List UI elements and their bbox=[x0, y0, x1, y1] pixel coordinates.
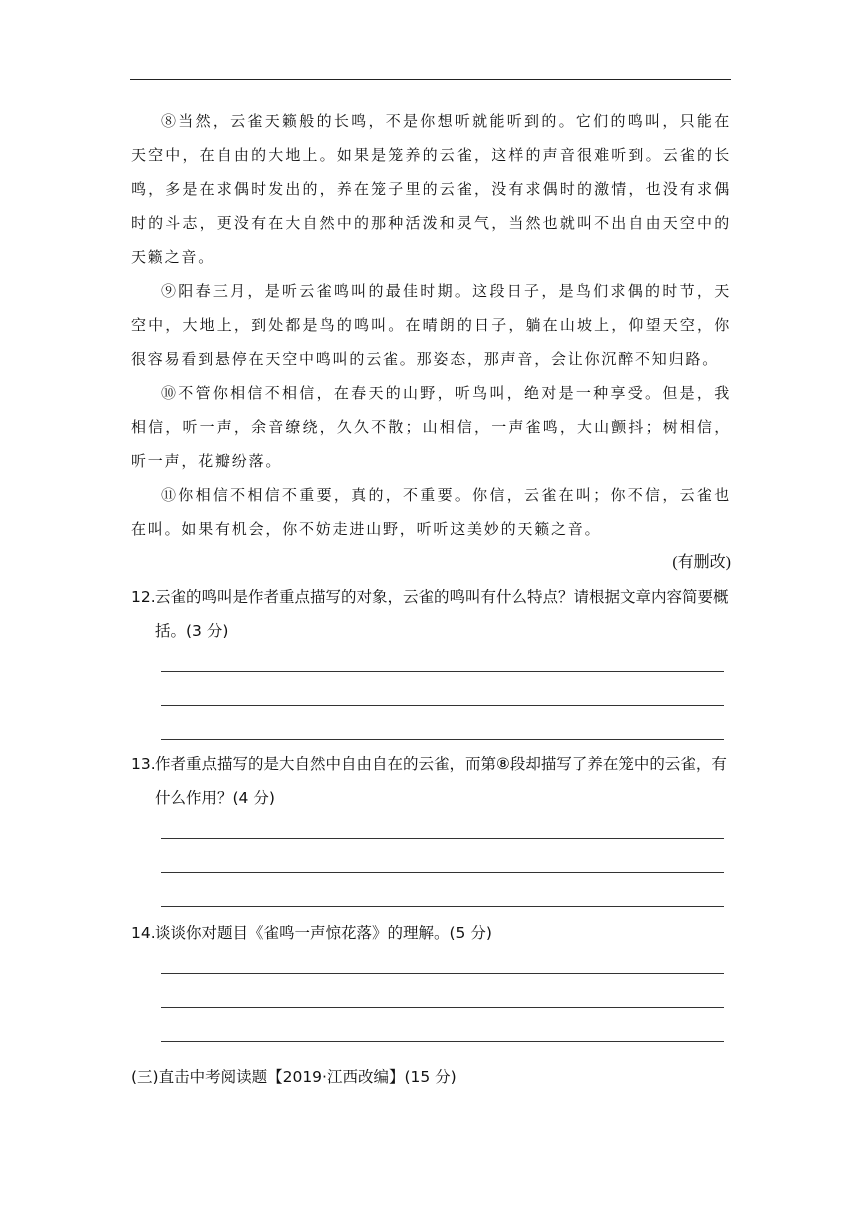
answer-line[interactable] bbox=[161, 1041, 724, 1042]
paragraph-11: ⑪你相信不相信不重要，真的，不重要。你信，云雀在叫；你不信，云雀也在叫。如果有机会，你不妨走进山野，听听这美妙的天籁之音。 bbox=[131, 486, 731, 538]
answer-line[interactable] bbox=[161, 739, 724, 740]
answer-line[interactable] bbox=[161, 838, 724, 839]
paragraph-8: ⑧当然，云雀天籁般的长鸣，不是你想听就能听到的。它们的鸣叫，只能在天空中，在自由的大地上。如果是笼养的云雀，这样的声音很难听到。云雀的长鸣，多是在求偶时发出的，养在笼子里的云雀，没有求偶时的激情，也没有求偶时的斗志，更没有在大自然中的那种活泼和灵气，当然也就叫不出自由天空中的天籁之音。 bbox=[131, 112, 731, 266]
paragraph-9: ⑨阳春三月，是听云雀鸣叫的最佳时期。这段日子，是鸟们求偶的时节，天空中，大地上，到处都是鸟的鸣叫。在晴朗的日子，躺在山坡上，仰望天空，你很容易看到悬停在天空中鸣叫的云雀。那姿态，那声音，会让你沉醉不知归路。 bbox=[131, 282, 731, 368]
question-text: 云雀的鸣叫是作者重点描写的对象，云雀的鸣叫有什么特点？请根据文章内容简要概括。(3 分) bbox=[155, 588, 729, 640]
question-14 bbox=[131, 916, 731, 950]
question-number: 13. bbox=[131, 755, 156, 773]
question-13 bbox=[131, 747, 731, 815]
reading-passage bbox=[131, 104, 731, 546]
answer-line[interactable] bbox=[161, 1007, 724, 1008]
paragraph-10: ⑩不管你相信不相信，在春天的山野，听鸟叫，绝对是一种享受。但是，我相信，听一声，余音缭绕，久久不散；山相信，一声雀鸣，大山颤抖；树相信，听一声，花瓣纷落。 bbox=[131, 384, 731, 470]
answer-line[interactable] bbox=[161, 872, 724, 873]
source-note: (有删改) bbox=[672, 554, 731, 571]
question-text: 作者重点描写的是大自然中自由自在的云雀，而第⑧段却描写了养在笼中的云雀，有什么作用？(4 分) bbox=[155, 755, 727, 807]
answer-line[interactable] bbox=[161, 705, 724, 706]
answer-line[interactable] bbox=[161, 973, 724, 974]
answer-line[interactable] bbox=[161, 671, 724, 672]
answer-line[interactable] bbox=[161, 906, 724, 907]
question-12 bbox=[131, 580, 731, 648]
section-heading: (三)直击中考阅读题【2019·江西改编】(15 分) bbox=[131, 1068, 457, 1086]
question-number: 12. bbox=[131, 588, 156, 606]
question-text: 谈谈你对题目《雀鸣一声惊花落》的理解。(5 分) bbox=[155, 924, 492, 942]
header-rule bbox=[130, 79, 731, 80]
question-number: 14. bbox=[131, 924, 156, 942]
